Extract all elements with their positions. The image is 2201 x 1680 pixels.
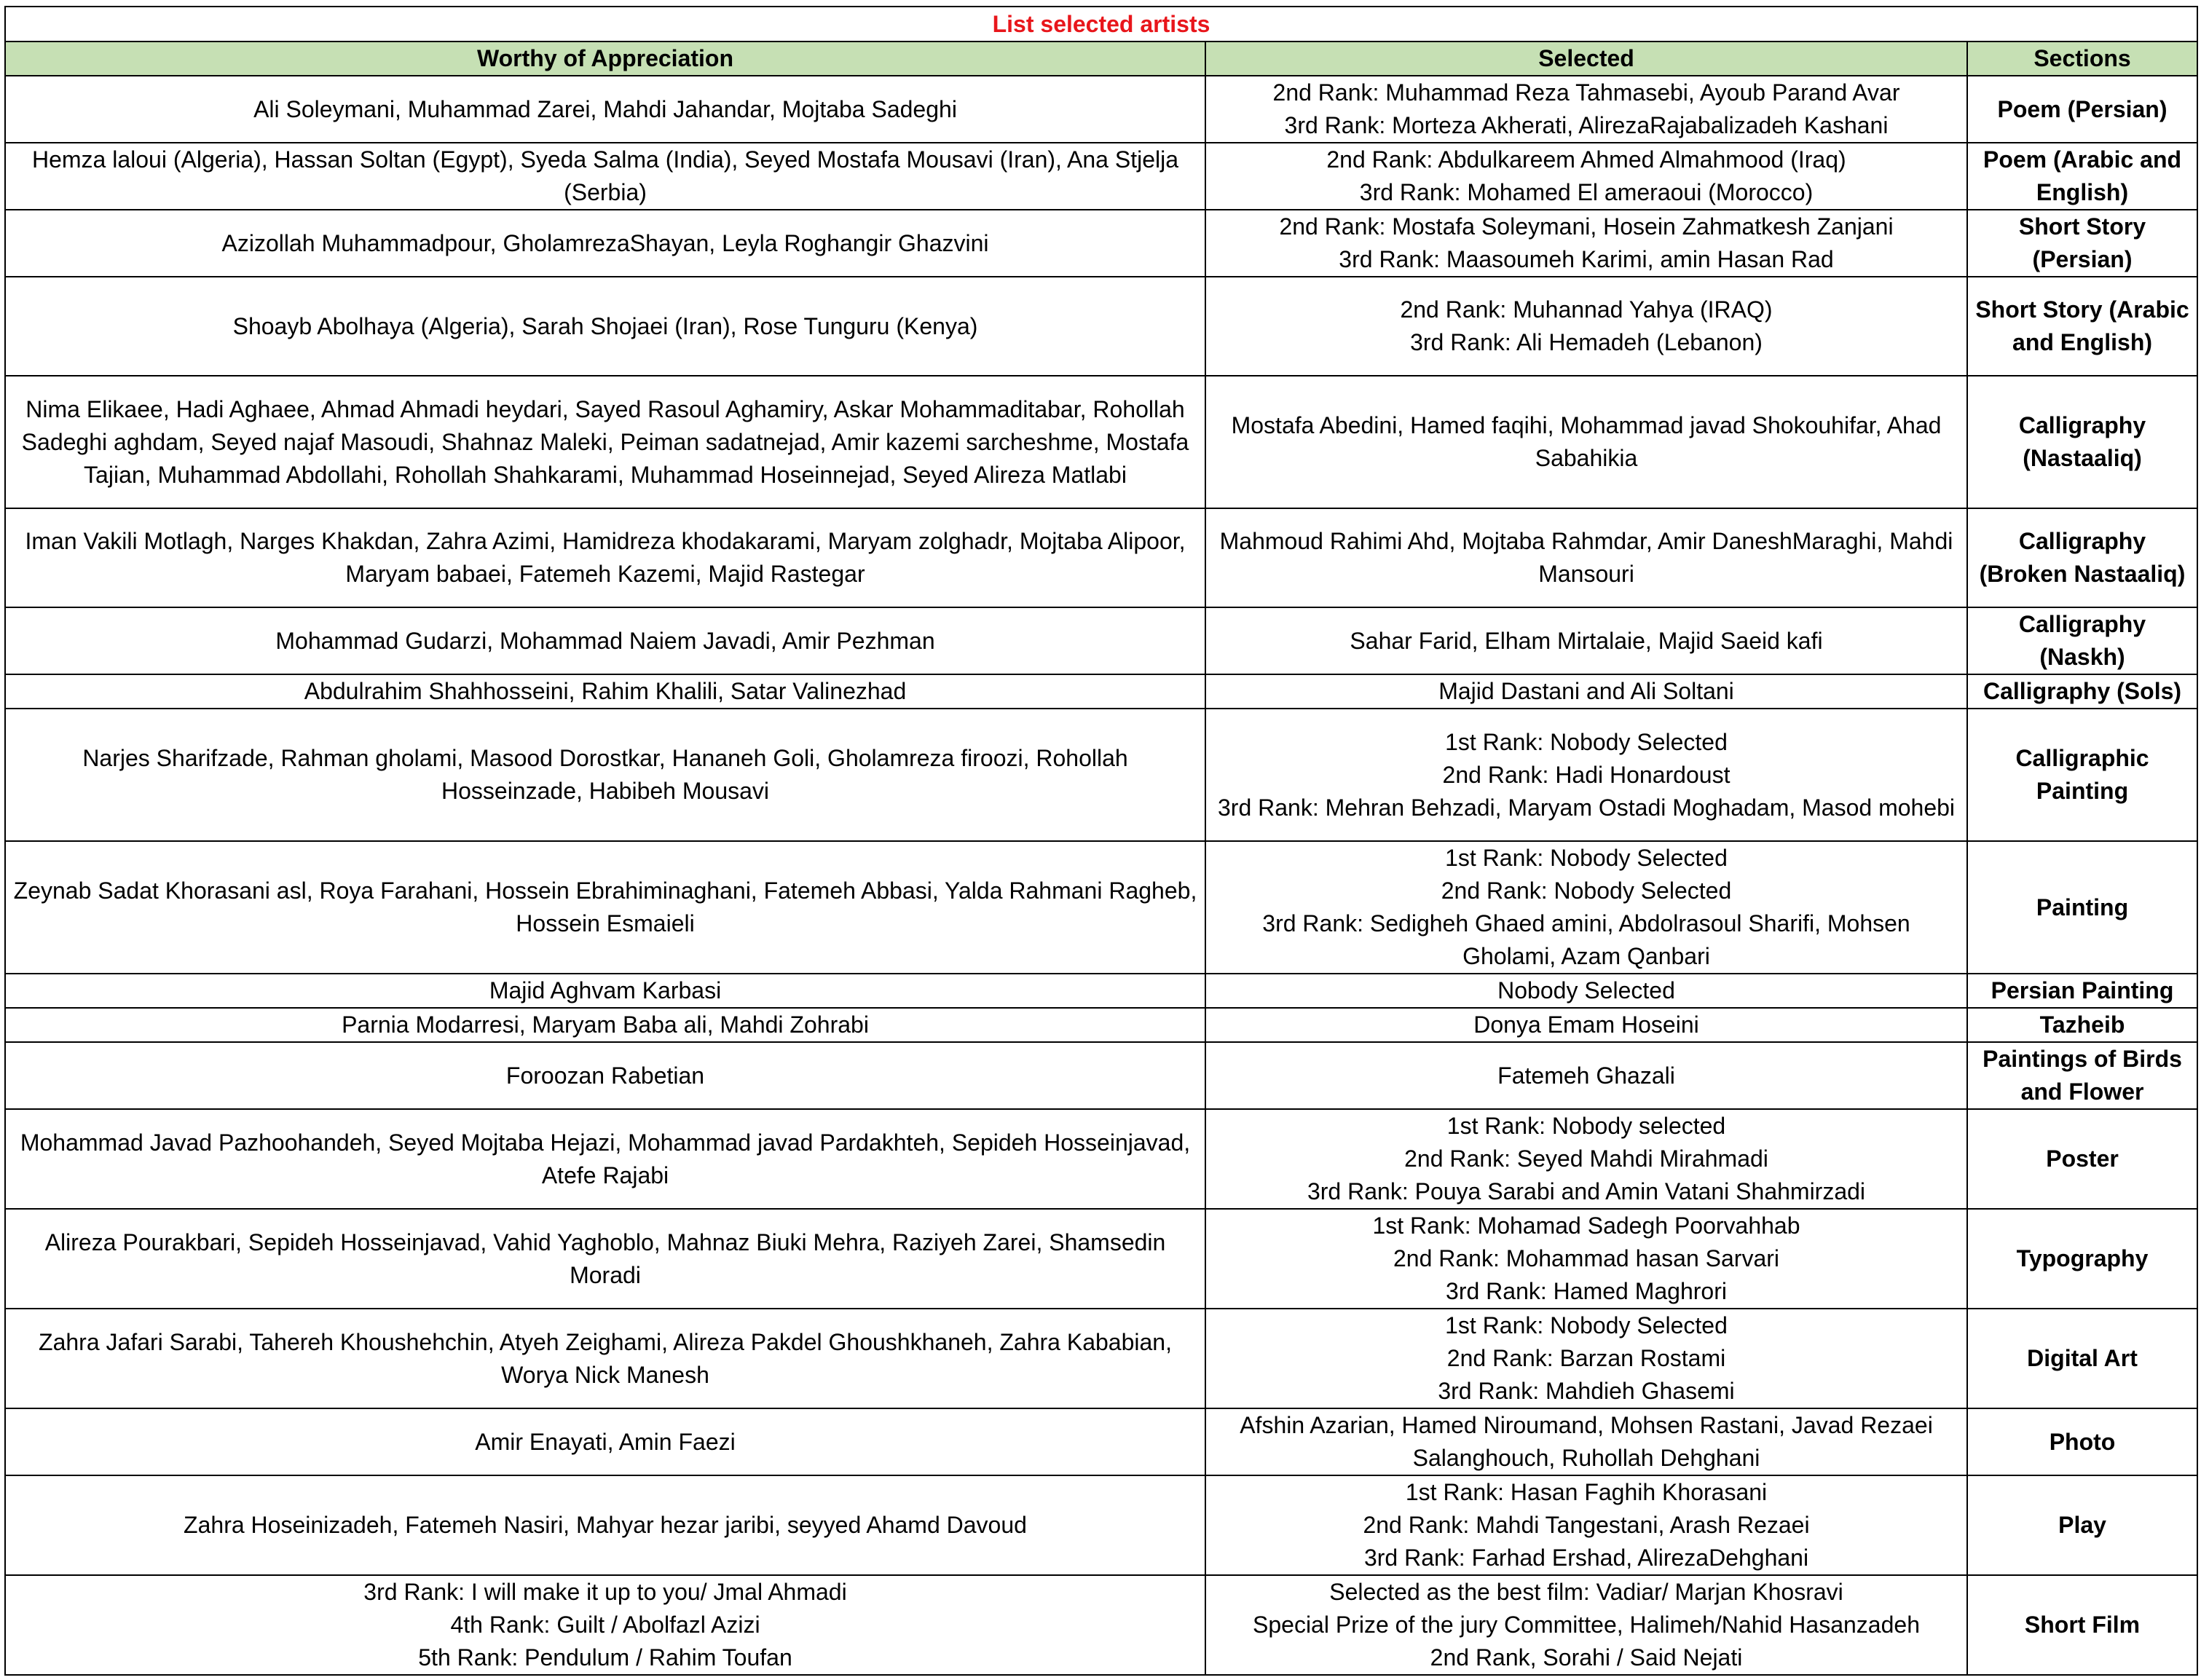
section-cell [1967,607,2197,674]
table-row [5,277,2197,376]
worthy-cell [5,277,1205,376]
worthy-cell [5,709,1205,841]
table-title: List selected artists [5,7,2197,42]
selected-cell-line: 2nd Rank: Hadi Honardoust [1442,761,1731,788]
selected-cell [1205,841,1967,974]
table-row [5,607,2197,674]
worthy-cell-line: Alireza Pourakbari, Sepideh Hosseinjavad, Vahid Yaghoblo, Mahnaz Biuki Mehra, Raziyeh Zarei, Shamsedin Moradi [44,1229,1166,1288]
section-cell-line: Calligraphic Painting [2015,745,2149,804]
selected-cell [1205,143,1967,210]
worthy-cell [5,1042,1205,1109]
section-cell [1967,1475,2197,1575]
selected-cell-line: 1st Rank: Nobody Selected [1445,1312,1728,1338]
table-row [5,974,2197,1008]
table-row [5,1575,2197,1675]
worthy-cell [5,143,1205,210]
table-row [5,508,2197,607]
worthy-cell-line: Majid Aghvam Karbasi [489,977,722,1003]
worthy-cell-line: Hemza laloui (Algeria), Hassan Soltan (Egypt), Syeda Salma (India), Seyed Mostafa Mousavi (Iran), Ana Stjelja (Serbia) [31,146,1179,205]
selected-cell-line: Majid Dastani and Ali Soltani [1438,678,1734,704]
selected-cell-line: 1st Rank: Nobody Selected [1445,728,1728,755]
selected-cell [1205,277,1967,376]
selected-cell [1205,1109,1967,1209]
selected-cell-line: 3rd Rank: Maasoumeh Karimi, amin Hasan Rad [1339,246,1834,272]
worthy-cell [5,210,1205,277]
table-row [5,1309,2197,1408]
selected-cell-line: 2nd Rank: Mohammad hasan Sarvari [1393,1245,1780,1271]
selected-cell-line: 2nd Rank: Mostafa Soleymani, Hosein Zahmatkesh Zanjani [1279,213,1894,240]
header-row [5,42,2197,76]
selected-cell [1205,1309,1967,1408]
selected-cell [1205,1042,1967,1109]
selected-cell-line: Nobody Selected [1497,977,1675,1003]
section-cell [1967,1109,2197,1209]
section-cell [1967,1042,2197,1109]
section-cell-line: Painting [2036,894,2129,920]
section-cell-line: Digital Art [2027,1345,2138,1371]
worthy-cell [5,508,1205,607]
section-cell-line: Calligraphy (Nastaaliq) [2018,412,2146,471]
worthy-cell [5,1575,1205,1675]
worthy-cell [5,607,1205,674]
section-cell [1967,508,2197,607]
section-cell-line: Poster [2046,1145,2119,1172]
selected-cell-line: 2nd Rank: Muhammad Reza Tahmasebi, Ayoub Parand Avar [1272,79,1900,106]
worthy-cell [5,1408,1205,1475]
selected-cell-line: 3rd Rank: Mohamed El ameraoui (Morocco) [1359,179,1814,205]
worthy-cell-line: Iman Vakili Motlagh, Narges Khakdan, Zahra Azimi, Hamidreza khodakarami, Maryam zolghadr, Mojtaba Alipoor, Maryam babaei, Fatemeh Kazemi, Majid Rastegar [25,528,1186,587]
section-cell [1967,277,2197,376]
header-worthy: Worthy of Appreciation [5,42,1205,76]
table-row [5,841,2197,974]
selected-cell [1205,1008,1967,1042]
section-cell [1967,143,2197,210]
worthy-cell-line: Zeynab Sadat Khorasani asl, Roya Farahani, Hossein Ebrahiminaghani, Fatemeh Abbasi, Yalda Rahmani Ragheb, Hossein Esmaieli [13,878,1197,936]
selected-cell-line: 1st Rank: Mohamad Sadegh Poorvahhab [1372,1212,1800,1239]
header-sections: Sections [1967,42,2197,76]
selected-cell-line: 2nd Rank: Mahdi Tangestani, Arash Rezaei [1363,1512,1810,1538]
selected-cell-line: Fatemeh Ghazali [1497,1062,1675,1089]
section-cell [1967,1408,2197,1475]
worthy-cell-line: Mohammad Javad Pazhoohandeh, Seyed Mojtaba Hejazi, Mohammad javad Pardakhteh, Sepideh Hosseinjavad, Atefe Rajabi [20,1129,1191,1188]
selected-cell [1205,709,1967,841]
table-row [5,1408,2197,1475]
section-cell [1967,674,2197,709]
selected-cell [1205,1475,1967,1575]
header-selected: Selected [1205,42,1967,76]
worthy-cell [5,1109,1205,1209]
selected-cell-line: Special Prize of the jury Committee, Halimeh/Nahid Hasanzadeh [1253,1612,1920,1638]
table-row [5,1109,2197,1209]
selected-cell-line: 3rd Rank: Mahdieh Ghasemi [1438,1378,1735,1404]
worthy-cell [5,674,1205,709]
worthy-cell-line: Narjes Sharifzade, Rahman gholami, Masood Dorostkar, Hananeh Goli, Gholamreza firoozi, Rohollah Hosseinzade, Habibeh Mousavi [82,745,1128,804]
selected-cell-line: 3rd Rank: Ali Hemadeh (Lebanon) [1410,329,1763,355]
section-cell [1967,1309,2197,1408]
title-row [5,7,2197,42]
section-cell-line: Play [2058,1512,2106,1538]
selected-cell-line: 2nd Rank: Nobody Selected [1441,878,1732,904]
selected-cell-line: 3rd Rank: Farhad Ershad, AlirezaDehghani [1363,1545,1809,1571]
selected-cell-line: 2nd Rank: Abdulkareem Ahmed Almahmood (Iraq) [1326,146,1846,173]
table-row [5,210,2197,277]
section-cell-line: Poem (Arabic and English) [1983,146,2182,205]
selected-cell-line: 2nd Rank: Muhannad Yahya (IRAQ) [1400,296,1773,323]
worthy-cell-line: 4th Rank: Guilt / Abolfazl Azizi [450,1612,760,1638]
selected-cell-line: 1st Rank: Hasan Faghih Khorasani [1405,1479,1768,1505]
selected-cell-line: 3rd Rank: Hamed Maghrori [1446,1278,1727,1304]
selected-cell [1205,76,1967,143]
selected-cell-line: Donya Emam Hoseini [1473,1011,1699,1038]
selected-cell-line: Afshin Azarian, Hamed Niroumand, Mohsen Rastani, Javad Rezaei Salanghouch, Ruhollah Dehghani [1240,1412,1933,1471]
section-cell [1967,210,2197,277]
selected-cell-line: Mostafa Abedini, Hamed faqihi, Mohammad javad Shokouhifar, Ahad Sabahikia [1231,412,1942,471]
worthy-cell [5,1475,1205,1575]
selected-cell [1205,974,1967,1008]
section-cell [1967,1209,2197,1309]
table-row [5,143,2197,210]
section-cell-line: Typography [2016,1245,2149,1271]
section-cell [1967,709,2197,841]
selected-cell-line: 1st Rank: Nobody selected [1446,1113,1726,1139]
selected-cell-line: 1st Rank: Nobody Selected [1445,845,1728,871]
worthy-cell-line: Shoayb Abolhaya (Algeria), Sarah Shojaei (Iran), Rose Tunguru (Kenya) [232,312,978,339]
selected-cell [1205,376,1967,508]
selected-cell [1205,674,1967,709]
worthy-cell-line: Foroozan Rabetian [505,1062,705,1089]
worthy-cell-line: Zahra Hoseinizadeh, Fatemeh Nasiri, Mahyar hezar jaribi, seyyed Ahamd Davoud [184,1512,1027,1538]
worthy-cell [5,974,1205,1008]
selected-cell [1205,1575,1967,1675]
selected-cell [1205,607,1967,674]
selected-cell-line: 3rd Rank: Morteza Akherati, AlirezaRajabalizadeh Kashani [1284,112,1889,138]
worthy-cell [5,76,1205,143]
table-row [5,709,2197,841]
selected-cell-line: 3rd Rank: Pouya Sarabi and Amin Vatani Shahmirzadi [1307,1178,1866,1204]
section-cell-line: Photo [2049,1428,2116,1455]
table-row [5,1475,2197,1575]
selected-cell [1205,1209,1967,1309]
section-cell-line: Poem (Persian) [1997,95,2167,122]
section-cell-line: Calligraphy (Broken Nastaaliq) [1979,528,2186,587]
selected-cell-line: 3rd Rank: Mehran Behzadi, Maryam Ostadi Moghadam, Masod mohebi [1217,794,1956,821]
section-cell [1967,1008,2197,1042]
selected-cell [1205,508,1967,607]
worthy-cell-line: 3rd Rank: I will make it up to you/ Jmal Ahmadi [363,1579,847,1605]
selected-cell [1205,1408,1967,1475]
section-cell-line: Calligraphy (Naskh) [2018,611,2146,670]
worthy-cell-line: Abdulrahim Shahhosseini, Rahim Khalili, Satar Valinezhad [304,678,907,704]
section-cell [1967,841,2197,974]
selected-cell-line: 2nd Rank: Barzan Rostami [1446,1345,1726,1371]
worthy-cell [5,1209,1205,1309]
selected-cell-line: 2nd Rank: Seyed Mahdi Mirahmadi [1404,1145,1768,1172]
selected-cell-line: 3rd Rank: Sedigheh Ghaed amini, Abdolrasoul Sharifi, Mohsen Gholami, Azam Qanbari [1262,910,1910,969]
table-row [5,1008,2197,1042]
worthy-cell-line: Zahra Jafari Sarabi, Tahereh Khoushehchin, Atyeh Zeighami, Alireza Pakdel Ghoushkhaneh, Zahra Kababian, Worya Nick Manesh [39,1328,1172,1388]
worthy-cell [5,1309,1205,1408]
table-row [5,76,2197,143]
section-cell [1967,974,2197,1008]
section-cell-line: Short Story (Arabic and English) [1975,296,2189,355]
worthy-cell [5,841,1205,974]
selected-cell-line: Mahmoud Rahimi Ahd, Mojtaba Rahmdar, Amir DaneshMaraghi, Mahdi Mansouri [1219,528,1953,587]
section-cell-line: Persian Painting [1991,977,2174,1003]
section-cell [1967,376,2197,508]
section-cell-line: Paintings of Birds and Flower [1983,1046,2182,1105]
worthy-cell-line: Azizollah Muhammadpour, GholamrezaShayan, Leyla Roghangir Ghazvini [221,229,989,256]
worthy-cell-line: 5th Rank: Pendulum / Rahim Toufan [418,1644,792,1671]
table-row [5,1209,2197,1309]
table-row [5,376,2197,508]
worthy-cell-line: Nima Elikaee, Hadi Aghaee, Ahmad Ahmadi heydari, Sayed Rasoul Aghamiry, Askar Mohammaditabar, Rohollah Sadeghi aghdam, Seyed najaf Masoudi, Shahnaz Maleki, Peiman sadatnejad, Amir kazemi sarcheshme, Mostafa Tajian, Muhammad Abdollahi, Rohollah Shahkarami, Muhammad Hoseinnejad, Seyed Alireza Matlabi [21,395,1189,488]
worthy-cell [5,1008,1205,1042]
selected-cell-line: Sahar Farid, Elham Mirtalaie, Majid Saeid kafi [1350,627,1823,654]
worthy-cell-line: Parnia Modarresi, Maryam Baba ali, Mahdi Zohrabi [342,1011,869,1038]
worthy-cell-line: Ali Soleymani, Muhammad Zarei, Mahdi Jahandar, Mojtaba Sadeghi [253,95,957,122]
worthy-cell-line: Mohammad Gudarzi, Mohammad Naiem Javadi, Amir Pezhman [275,627,935,654]
section-cell [1967,76,2197,143]
section-cell [1967,1575,2197,1675]
worthy-cell-line: Amir Enayati, Amin Faezi [475,1428,736,1455]
table-body [5,76,2197,1675]
section-cell-line: Short Film [2024,1612,2141,1638]
section-cell-line: Tazheib [2039,1011,2125,1038]
section-cell-line: Calligraphy (Sols) [1983,678,2182,704]
section-cell-line: Short Story (Persian) [2018,213,2146,272]
selected-cell-line: 2nd Rank, Sorahi / Said Nejati [1430,1644,1743,1671]
selected-cell-line: Selected as the best film: Vadiar/ Marjan Khosravi [1329,1579,1843,1605]
table-row [5,1042,2197,1109]
selected-cell [1205,210,1967,277]
artists-table [4,6,2198,1676]
worthy-cell [5,376,1205,508]
table-row [5,674,2197,709]
